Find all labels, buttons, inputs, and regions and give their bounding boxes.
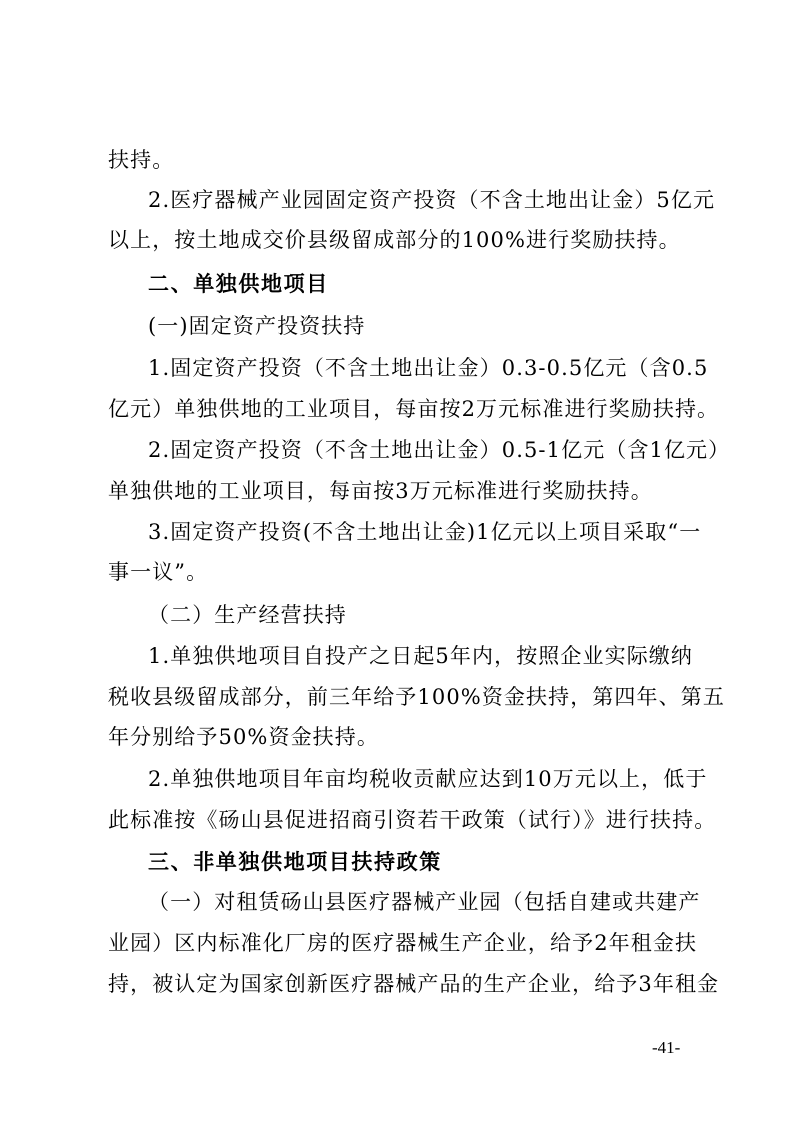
subsection-heading: (一)固定资产投资扶持: [148, 314, 366, 338]
paragraph-line: 单独供地的工业项目，每亩按3万元标准进行奖励扶持。: [108, 479, 653, 503]
paragraph-line: 2.医疗器械产业园固定资产投资（不含土地出让金）5亿元: [148, 188, 716, 212]
paragraph-line: 2.固定资产投资（不含土地出让金）0.5-1亿元（含1亿元）: [148, 438, 731, 462]
paragraph-line: 以上，按土地成交价县级留成部分的100%进行奖励扶持。: [108, 228, 681, 252]
paragraph-line: 此标准按《砀山县促进招商引资若干政策（试行）》进行扶持。: [108, 808, 717, 832]
paragraph-line: 亿元）单独供地的工业项目，每亩按2万元标准进行奖励扶持。: [108, 397, 720, 421]
paragraph-line: 持，被认定为国家创新医疗器械产品的生产企业，给予3年租金: [108, 972, 720, 996]
paragraph-line: 年分别给予50%资金扶持。: [108, 725, 379, 749]
section-heading: 三、非单独供地项目扶持政策: [148, 850, 442, 874]
paragraph-line: （一）对租赁砀山县医疗器械产业园（包括自建或共建产: [148, 890, 701, 914]
paragraph-line: 1.单独供地项目自投产之日起5年内，按照企业实际缴纳: [148, 644, 693, 668]
page-number: -41-: [652, 1038, 681, 1057]
paragraph-line: 税收县级留成部分，前三年给予100%资金扶持，第四年、第五: [108, 685, 725, 709]
paragraph-line: 扶持。: [108, 148, 175, 172]
subsection-heading: （二）生产经营扶持: [148, 603, 347, 627]
section-heading: 二、单独供地项目: [148, 272, 329, 296]
paragraph-line: 3.固定资产投资(不含土地出让金)1亿元以上项目采取“一: [148, 520, 702, 544]
paragraph-line: 2.单独供地项目年亩均税收贡献应达到10万元以上，低于: [148, 767, 708, 791]
paragraph-line: 业园）区内标准化厂房的医疗器械生产企业，给予2年租金扶: [108, 931, 698, 955]
paragraph-line: 1.固定资产投资（不含土地出让金）0.3-0.5亿元（含0.5: [148, 356, 709, 380]
paragraph-line: 事一议”。: [108, 560, 209, 584]
